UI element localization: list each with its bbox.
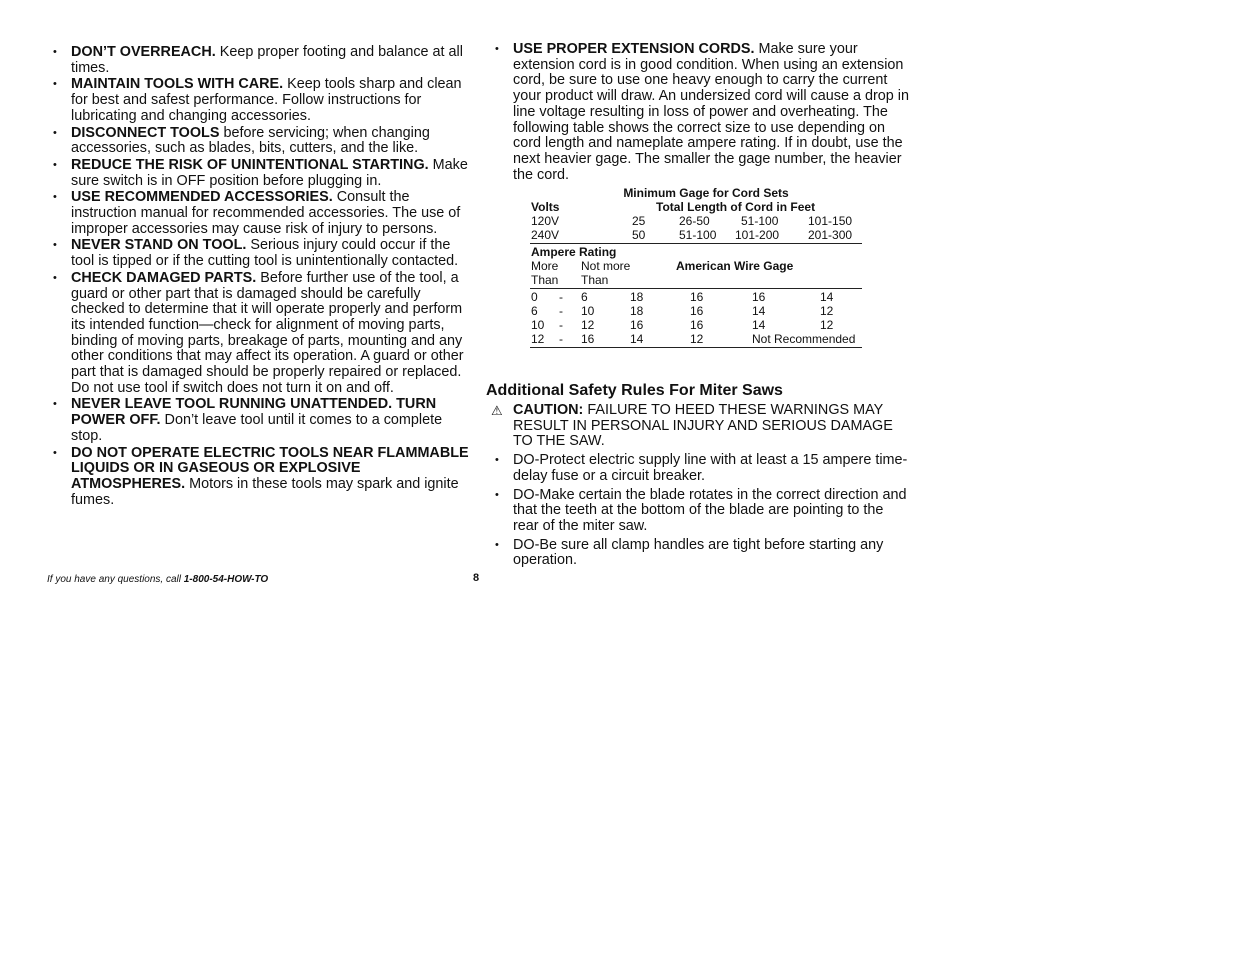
ampere-header-row	[530, 245, 862, 259]
item-text: DO-Be sure all clamp handles are tight before starting any operation.	[513, 536, 884, 569]
table-cell: 26-50	[679, 214, 710, 228]
page-number: 8	[473, 572, 480, 584]
item-title: USE RECOMMENDED ACCESSORIES.	[71, 189, 333, 206]
warning-triangle-icon: ⚠	[491, 403, 503, 418]
not-more-label: Not more	[581, 259, 631, 273]
table-cell: 0	[531, 290, 538, 304]
item-text: Keep tools sharp and clean for best and safest performance. Follow instructions for lubricating and changing accessories.	[71, 76, 462, 124]
list-item	[494, 42, 912, 183]
bullet-icon: •	[53, 271, 57, 284]
item-title: NEVER STAND ON TOOL.	[71, 237, 247, 254]
ampere-subheader-row	[530, 259, 862, 273]
item-text: Make sure switch is in OFF position before plugging in.	[71, 156, 468, 189]
table-cell: 101-200	[735, 228, 780, 242]
table-cell: 14	[820, 290, 834, 304]
list-item	[52, 446, 470, 509]
table-cell: 6	[581, 290, 588, 304]
table-cell: -	[559, 290, 563, 304]
list-item	[52, 126, 470, 157]
table-cell: 18	[630, 290, 644, 304]
item-title: USE PROPER EXTENSION CORDS.	[513, 41, 755, 57]
table-cell: Not Recommended	[752, 332, 856, 346]
item-text: before servicing; when changing accessories, such as blades, bits, cutters, and the like.	[71, 124, 430, 157]
item-title: MAINTAIN TOOLS WITH CARE.	[71, 76, 284, 93]
bullet-icon: •	[53, 446, 57, 459]
table-cell: 10	[531, 318, 545, 332]
left-column	[52, 45, 470, 509]
table-cell: 18	[630, 304, 644, 318]
table-cell: 25	[632, 214, 646, 228]
item-title: REDUCE THE RISK OF UNINTENTIONAL STARTING.	[71, 156, 429, 173]
list-item	[494, 488, 912, 535]
bullet-icon: •	[53, 158, 57, 171]
table-cell: 16	[630, 318, 644, 332]
table-cell: 50	[632, 228, 646, 242]
table-cell: 51-100	[679, 228, 717, 242]
than-label: Than	[581, 273, 609, 287]
table-divider	[530, 347, 862, 348]
ampere-subheader-row	[530, 273, 862, 287]
list-item	[52, 238, 470, 269]
item-text: DO-Make certain the blade rotates in the correct direction and that the teeth at the bottom of the blade are pointing to the rear of the miter saw.	[513, 486, 907, 534]
item-title: CHECK DAMAGED PARTS.	[71, 269, 257, 286]
item-text: Keep proper footing and balance at all times.	[71, 44, 463, 76]
bullet-icon: •	[53, 78, 57, 91]
table-cell: -	[559, 304, 563, 318]
list-item	[52, 45, 470, 76]
item-title: DO NOT OPERATE ELECTRIC TOOLS NEAR FLAMMABLE LIQUIDS OR IN GASEOUS OR EXPLOSIVE ATMOSPHERES.	[71, 444, 469, 492]
table-cell: 10	[581, 304, 595, 318]
table-caption: Minimum Gage for Cord Sets	[623, 186, 789, 200]
table-divider	[530, 288, 862, 289]
table-cell: 101-150	[808, 214, 853, 228]
cord-gage-table	[530, 186, 862, 349]
table-cell: 120V	[531, 214, 560, 228]
item-title: DON’T OVERREACH.	[71, 44, 216, 60]
table-row	[530, 318, 862, 332]
table-header-row	[530, 200, 862, 214]
extension-cord-section	[494, 42, 912, 184]
table-cell: 6	[531, 304, 538, 318]
list-item	[52, 397, 470, 444]
list-item	[494, 538, 912, 569]
table-cell: -	[559, 318, 563, 332]
caution-text: FAILURE TO HEED THESE WARNINGS MAY RESULT IN PERSONAL INJURY AND SERIOUS DAMAGE TO THE SAW.	[513, 402, 893, 450]
table-cell: 16	[690, 318, 704, 332]
bullet-icon: •	[495, 538, 499, 551]
table-row	[530, 332, 862, 346]
volts-header: Volts	[531, 200, 560, 214]
table-cell: 16	[752, 290, 766, 304]
item-title: DISCONNECT TOOLS	[71, 124, 220, 141]
extension-list	[494, 42, 912, 183]
bullet-icon: •	[53, 126, 57, 139]
item-text: Serious injury could occur if the tool is tipped or if the cutting tool is unintentionally contacted.	[71, 237, 459, 270]
item-text: Consult the instruction manual for recommended accessories. The use of improper accessories may cause risk of injury to persons.	[71, 189, 461, 237]
table-row	[530, 304, 862, 318]
than-label: Than	[531, 273, 559, 287]
table-cell: 12	[531, 332, 545, 346]
bullet-icon: •	[53, 191, 57, 204]
table-cell: 12	[820, 318, 834, 332]
item-title: NEVER LEAVE TOOL RUNNING UNATTENDED. TURN POWER OFF.	[71, 396, 437, 429]
table-cell: 14	[752, 304, 766, 318]
footer-help-text	[47, 574, 268, 585]
item-text: Don’t leave tool until it comes to a complete stop.	[71, 412, 443, 444]
bullet-icon: •	[53, 46, 57, 58]
miter-saw-rules	[491, 402, 912, 572]
more-label: More	[531, 259, 559, 273]
table-cell: 16	[690, 290, 704, 304]
ampere-header: Ampere Rating	[531, 245, 617, 259]
table-cell: 240V	[531, 228, 560, 242]
table-cell: 16	[690, 304, 704, 318]
table-cell: 12	[581, 318, 595, 332]
table-cell: 12	[820, 304, 834, 318]
footer-question: If you have any questions, call	[47, 574, 184, 585]
section-heading: Additional Safety Rules For Miter Saws	[486, 382, 783, 399]
table-cell: 201-300	[808, 228, 853, 242]
item-text: Make sure your extension cord is in good condition. When using an extension cord, be sure to use one heavy enough to carry the current your product will draw. An undersized cord will cause a drop in line voltage resulting in loss of power and overheating. The following table shows the correct size to use depending on cord length and nameplate ampere rating. If in doubt, use the next heavier gage. The smaller the gage number, the heavier the cord.	[513, 41, 909, 183]
table-cell: 12	[690, 332, 704, 346]
bullet-icon: •	[53, 398, 57, 411]
caution-item	[491, 402, 912, 450]
rules-list	[491, 402, 912, 569]
bullet-icon: •	[495, 454, 499, 467]
item-text: Motors in these tools may spark and ignite fumes.	[71, 475, 459, 508]
table-row	[530, 214, 862, 228]
safety-list	[52, 45, 470, 508]
list-item	[52, 190, 470, 237]
caution-label: CAUTION:	[513, 402, 584, 418]
table-cell: 16	[581, 332, 595, 346]
item-text: Before further use of the tool, a guard or other part that is damaged should be carefully checked to determine that it will operate properly and perform its intended function—check for alignment of moving parts, binding of moving parts, breakage of parts, mounting and any other conditions that may affect its operation. A guard or other part that is damaged should be properly repaired or replaced. Do not use tool if switch does not turn it on and off.	[71, 269, 464, 396]
footer-phone: 1-800-54-HOW-TO	[183, 574, 269, 585]
table-cell: 51-100	[741, 214, 779, 228]
table-row	[530, 228, 862, 242]
list-item	[52, 158, 470, 189]
bullet-icon: •	[495, 488, 499, 501]
list-item	[52, 77, 470, 124]
table-divider	[530, 243, 862, 244]
list-item	[494, 453, 912, 484]
table-row	[530, 290, 862, 304]
table-cell: 14	[752, 318, 766, 332]
table-cell: -	[559, 332, 563, 346]
table-cell: 14	[630, 332, 644, 346]
bullet-icon: •	[495, 43, 499, 55]
list-item	[52, 271, 470, 397]
item-text: DO-Protect electric supply line with at least a 15 ampere time-delay fuse or a circuit breaker.	[513, 452, 908, 484]
awg-header: American Wire Gage	[676, 259, 794, 273]
length-header: Total Length of Cord in Feet	[656, 200, 816, 214]
bullet-icon: •	[53, 239, 57, 252]
